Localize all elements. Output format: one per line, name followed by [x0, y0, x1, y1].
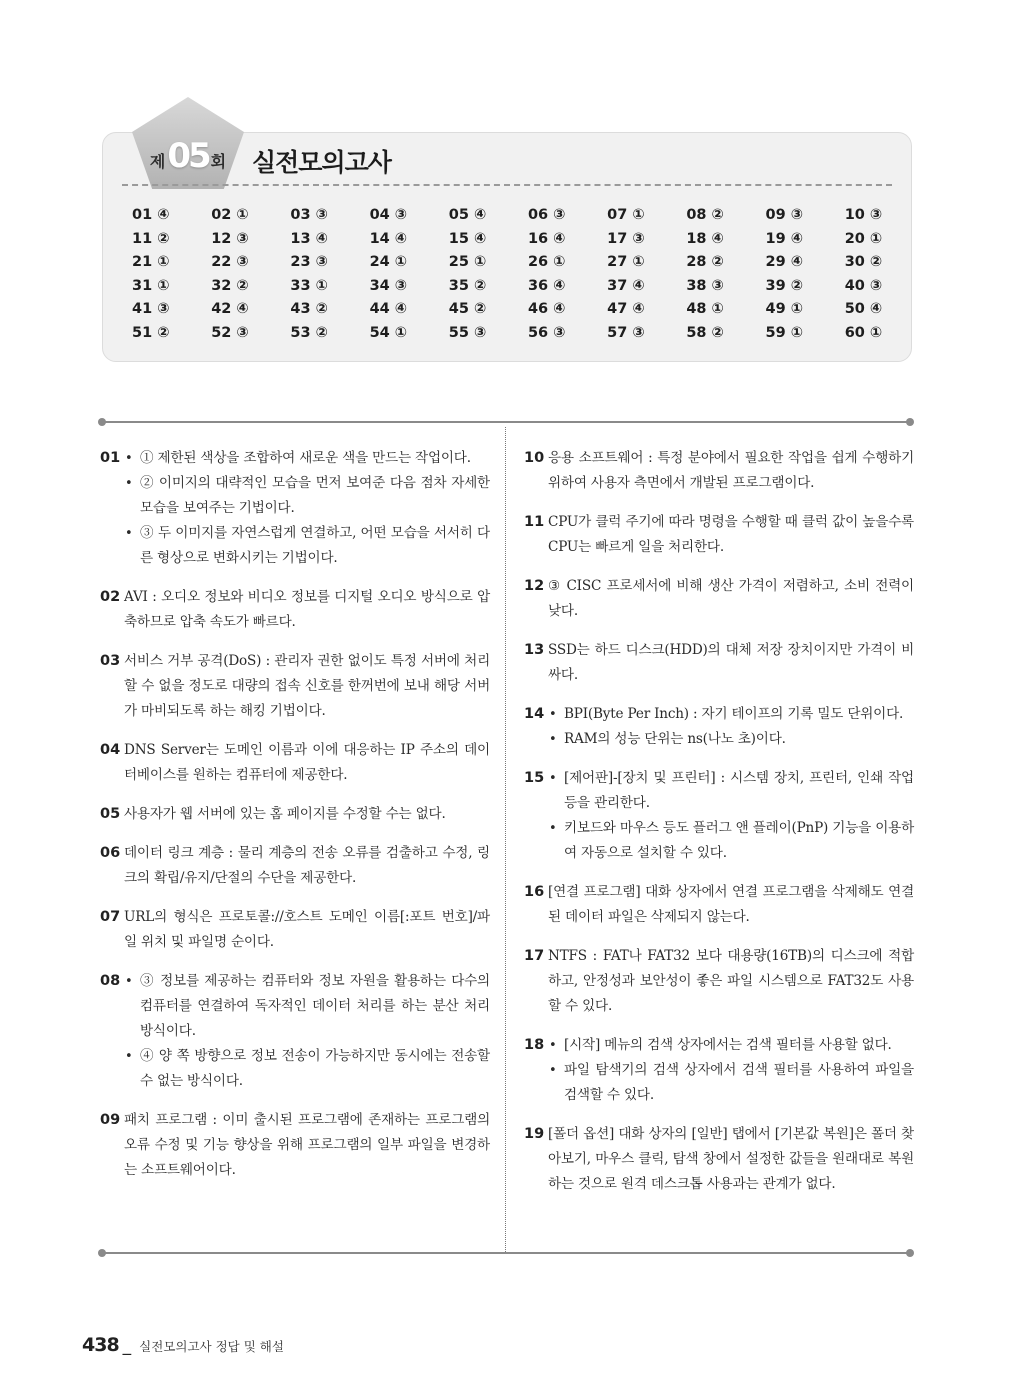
answer-cell: 08 ② — [686, 207, 724, 223]
question-number: 07 — [100, 909, 121, 925]
answer-cell: 28 ② — [686, 254, 724, 270]
bullet-text: ④ 양 쪽 방향으로 정보 전송이 가능하지만 동시에는 전송할 수 없는 방식이다. — [140, 1048, 490, 1089]
answer-cell: 47 ④ — [607, 301, 645, 317]
answer-cell: 37 ④ — [607, 277, 645, 294]
question-number: 03 — [100, 653, 121, 669]
bullet-text: ① 제한된 색상을 조합하여 새로운 색을 만드는 작업이다. — [140, 450, 471, 466]
bullet-dot: • — [125, 476, 133, 491]
explanation-text: NTFS : FAT나 FAT32 보다 대용량(16TB)의 디스크에 적합하고, 안정성과 보안성이 좋은 파일 시스템으로 FAT32도 사용할 수 있다. — [548, 948, 914, 1014]
answer-cell: 45 ② — [448, 301, 487, 317]
answer-cell: 44 ④ — [369, 301, 408, 317]
explanation-item — [524, 766, 914, 866]
page-title: 실전모의고사 — [252, 148, 391, 177]
explanation-text: URL의 형식은 프로토콜://호스트 도메인 이름[:포트 번호]/파일 위치 및 파일명 순이다. — [124, 909, 490, 950]
bullet-dot: • — [125, 526, 133, 541]
explanation-text: 응용 소프트웨어 : 특정 분야에서 필요한 작업을 쉽게 수행하기 위하여 사용자 측면에서 개발된 프로그램이다. — [548, 450, 914, 491]
bullet-dot: • — [125, 451, 133, 466]
explanation-text: SSD는 하드 디스크(HDD)의 대체 저장 장치이지만 가격이 비싸다. — [548, 642, 914, 683]
bullet-text: RAM의 성능 단위는 ns(나노 초)이다. — [564, 731, 786, 747]
bullet-text: BPI(Byte Per Inch) : 자기 테이프의 기록 밀도 단위이다. — [564, 706, 904, 722]
badge-prefix: 제 — [149, 152, 166, 171]
answer-cell: 54 ① — [369, 324, 408, 341]
answer-cell: 34 ③ — [369, 277, 408, 294]
question-number: 19 — [524, 1126, 545, 1142]
answer-cell: 60 ① — [844, 324, 883, 341]
answer-cell: 40 ③ — [844, 277, 883, 294]
explanation-text: 패치 프로그램 : 이미 출시된 프로그램에 존재하는 프로그램의 오류 수정 및 기능 향상을 위해 프로그램의 일부 파일을 변경하는 소프트웨어이다. — [124, 1112, 490, 1178]
bullet-dot: • — [125, 974, 133, 989]
explanation-bullet — [548, 1058, 914, 1108]
explanation-text: 서비스 거부 공격(DoS) : 관리자 권한 없이도 특정 서버에 처리할 수 없을 정도로 대량의 접속 신호를 한꺼번에 보내 해당 서버가 마비되도록 하는 해킹 기법이다. — [124, 653, 490, 719]
answer-cell: 32 ② — [211, 277, 249, 294]
explanation-item — [100, 841, 490, 891]
answer-cell: 27 ① — [607, 254, 645, 270]
question-number: 14 — [524, 706, 545, 722]
page-footer — [82, 1334, 284, 1356]
question-number: 08 — [100, 973, 121, 989]
answer-cell: 29 ④ — [765, 254, 804, 270]
bullet-text: [제어판]-[장치 및 프린터] : 시스템 장치, 프린터, 인쇄 작업 등을 관리한다. — [564, 770, 914, 811]
bullet-dot: • — [125, 1049, 133, 1064]
explanation-bullet — [124, 521, 490, 571]
explanation-text: 데이터 링크 계층 : 물리 계층의 전송 오류를 검출하고 수정, 링크의 확립/유지/단절의 수단을 제공한다. — [124, 845, 490, 886]
explanation-item — [100, 802, 490, 827]
explanation-item — [524, 638, 914, 688]
bullet-dot: • — [549, 732, 557, 747]
answer-cell: 31 ① — [132, 277, 170, 294]
answer-cell: 36 ④ — [527, 277, 566, 294]
question-number: 12 — [524, 578, 545, 594]
explanation-item — [100, 585, 490, 635]
answer-cell: 59 ① — [765, 324, 804, 341]
answer-cell: 15 ④ — [448, 230, 487, 247]
answer-cell: 48 ① — [686, 301, 724, 317]
explanation-bullet — [548, 1033, 914, 1058]
answer-cell: 13 ④ — [290, 230, 328, 247]
answer-cell: 56 ③ — [527, 324, 566, 341]
answer-cell: 11 ② — [132, 230, 170, 247]
explanations-left-column — [100, 446, 490, 1197]
column-divider — [505, 427, 506, 1252]
explanation-item — [100, 1108, 490, 1183]
question-number: 06 — [100, 845, 121, 861]
answer-cell: 51 ② — [132, 324, 170, 341]
answer-cell: 30 ② — [844, 254, 883, 270]
bullet-dot: • — [549, 1063, 557, 1078]
answer-cell: 38 ③ — [686, 277, 724, 294]
explanation-bullet — [548, 816, 914, 866]
explanation-text: DNS Server는 도메인 이름과 이에 대응하는 IP 주소의 데이터베이스를 원하는 컴퓨터에 제공한다. — [124, 742, 490, 783]
answer-cell: 42 ④ — [211, 301, 249, 317]
explanation-text: AVI : 오디오 정보와 비디오 정보를 디지털 오디오 방식으로 압축하므로 압축 속도가 빠르다. — [124, 589, 490, 630]
section-top-rule — [102, 421, 910, 423]
title-divider — [122, 184, 892, 186]
question-number: 15 — [524, 770, 545, 786]
explanation-bullet — [124, 969, 490, 1044]
explanation-item — [524, 944, 914, 1019]
explanation-bullet — [548, 702, 914, 727]
session-badge-label — [138, 136, 238, 180]
explanation-text: 사용자가 웹 서버에 있는 홈 페이지를 수정할 수는 없다. — [124, 806, 446, 822]
explanation-item — [100, 649, 490, 724]
answer-cell: 55 ③ — [448, 324, 487, 341]
badge-suffix: 회 — [210, 152, 227, 171]
section-bottom-rule — [102, 1252, 910, 1254]
answer-cell: 12 ③ — [211, 230, 249, 247]
answer-cell: 25 ① — [448, 254, 487, 270]
bullet-text: [시작] 메뉴의 검색 상자에서는 검색 필터를 사용할 없다. — [564, 1037, 892, 1053]
footer-title: 실전모의고사 정답 및 해설 — [139, 1339, 284, 1354]
answer-cell: 43 ② — [290, 301, 328, 317]
explanation-bullet — [124, 1044, 490, 1094]
answer-cell: 14 ④ — [369, 230, 408, 247]
answer-cell: 53 ② — [290, 324, 328, 341]
answer-cell: 50 ④ — [844, 301, 883, 317]
answer-cell: 26 ① — [527, 254, 566, 270]
answer-cell: 03 ③ — [290, 207, 328, 223]
answer-cell: 24 ① — [369, 254, 408, 270]
answer-cell: 07 ① — [607, 207, 645, 223]
explanation-item — [524, 880, 914, 930]
explanation-item — [524, 1033, 914, 1108]
explanation-bullet — [548, 727, 914, 752]
question-number: 09 — [100, 1112, 121, 1128]
explanation-item — [100, 905, 490, 955]
answer-cell: 33 ① — [290, 277, 328, 294]
question-number: 02 — [100, 589, 121, 605]
bullet-text: ② 이미지의 대략적인 모습을 먼저 보여준 다음 점차 자세한 모습을 보여주는 기법이다. — [140, 475, 490, 516]
answer-cell: 22 ③ — [211, 254, 249, 270]
answer-cell: 46 ④ — [527, 301, 566, 317]
answer-cell: 39 ② — [765, 277, 804, 294]
explanation-bullet — [548, 766, 914, 816]
explanation-bullet — [124, 446, 490, 471]
answer-cell: 20 ① — [844, 230, 883, 247]
explanation-text: ③ CISC 프로세서에 비해 생산 가격이 저렴하고, 소비 전력이 낮다. — [548, 578, 914, 619]
bullet-text: 파일 탐색기의 검색 상자에서 검색 필터를 사용하여 파일을 검색할 수 있다. — [564, 1062, 914, 1103]
explanation-item — [100, 446, 490, 571]
answer-cell: 23 ③ — [290, 254, 328, 270]
answer-cell: 49 ① — [765, 301, 804, 317]
answer-cell: 02 ① — [211, 207, 249, 223]
answer-cell: 05 ④ — [448, 207, 487, 223]
explanation-item — [524, 574, 914, 624]
explanation-item — [100, 738, 490, 788]
badge-number: 05 — [167, 136, 209, 176]
answer-cell: 21 ① — [132, 254, 170, 270]
explanation-bullet — [124, 471, 490, 521]
bullet-text: 키보드와 마우스 등도 플러그 앤 플레이(PnP) 기능을 이용하여 자동으로 설치할 수 있다. — [564, 820, 914, 861]
question-number: 13 — [524, 642, 545, 658]
answer-cell: 58 ② — [686, 324, 724, 341]
explanation-item — [524, 510, 914, 560]
explanation-text: [폴더 옵션] 대화 상자의 [일반] 탭에서 [기본값 복원]은 폴더 찾아보기, 마우스 클릭, 탐색 창에서 설정한 값들을 원래대로 복원하는 것으로 원격 데스크톱 사용과는 관계가 없다. — [548, 1126, 914, 1192]
answer-cell: 57 ③ — [607, 324, 645, 341]
answer-grid — [132, 206, 902, 343]
answer-cell: 19 ④ — [765, 230, 804, 247]
bullet-dot: • — [549, 1038, 557, 1053]
bullet-dot: • — [549, 821, 557, 836]
explanation-text: CPU가 클럭 주기에 따라 명령을 수행할 때 클럭 값이 높을수록 CPU는 빠르게 일을 처리한다. — [548, 514, 914, 555]
explanation-item — [524, 1122, 914, 1197]
page-number: 438 — [82, 1334, 119, 1356]
answer-cell: 09 ③ — [765, 207, 804, 223]
bullet-dot: • — [549, 771, 557, 786]
explanation-item — [524, 702, 914, 752]
question-number: 17 — [524, 948, 545, 964]
answer-cell: 17 ③ — [607, 230, 645, 247]
question-number: 01 — [100, 450, 121, 466]
answer-cell: 41 ③ — [132, 301, 170, 317]
question-number: 11 — [524, 514, 545, 530]
answer-cell: 10 ③ — [844, 207, 883, 223]
question-number: 18 — [524, 1037, 545, 1053]
question-number: 10 — [524, 450, 545, 466]
question-number: 16 — [524, 884, 545, 900]
explanation-item — [100, 969, 490, 1094]
answer-cell: 16 ④ — [527, 230, 566, 247]
answer-cell: 04 ③ — [369, 207, 408, 223]
answer-cell: 01 ④ — [132, 207, 170, 223]
answer-cell: 18 ④ — [686, 230, 724, 247]
answer-cell: 52 ③ — [211, 324, 249, 341]
bullet-text: ③ 정보를 제공하는 컴퓨터와 정보 자원을 활용하는 다수의 컴퓨터를 연결하여 독자적인 데이터 처리를 하는 분산 처리 방식이다. — [140, 973, 490, 1039]
bullet-text: ③ 두 이미지를 자연스럽게 연결하고, 어떤 모습을 서서히 다른 형상으로 변화시키는 기법이다. — [140, 525, 490, 566]
explanation-text: [연결 프로그램] 대화 상자에서 연결 프로그램을 삭제해도 연결된 데이터 파일은 삭제되지 않는다. — [548, 884, 914, 925]
explanation-item — [524, 446, 914, 496]
explanations-right-column — [524, 446, 914, 1211]
question-number: 05 — [100, 806, 121, 822]
question-number: 04 — [100, 742, 121, 758]
answer-cell: 06 ③ — [527, 207, 566, 223]
footer-separator: _ — [122, 1336, 132, 1356]
answer-cell: 35 ② — [448, 277, 487, 294]
bullet-dot: • — [549, 707, 557, 722]
